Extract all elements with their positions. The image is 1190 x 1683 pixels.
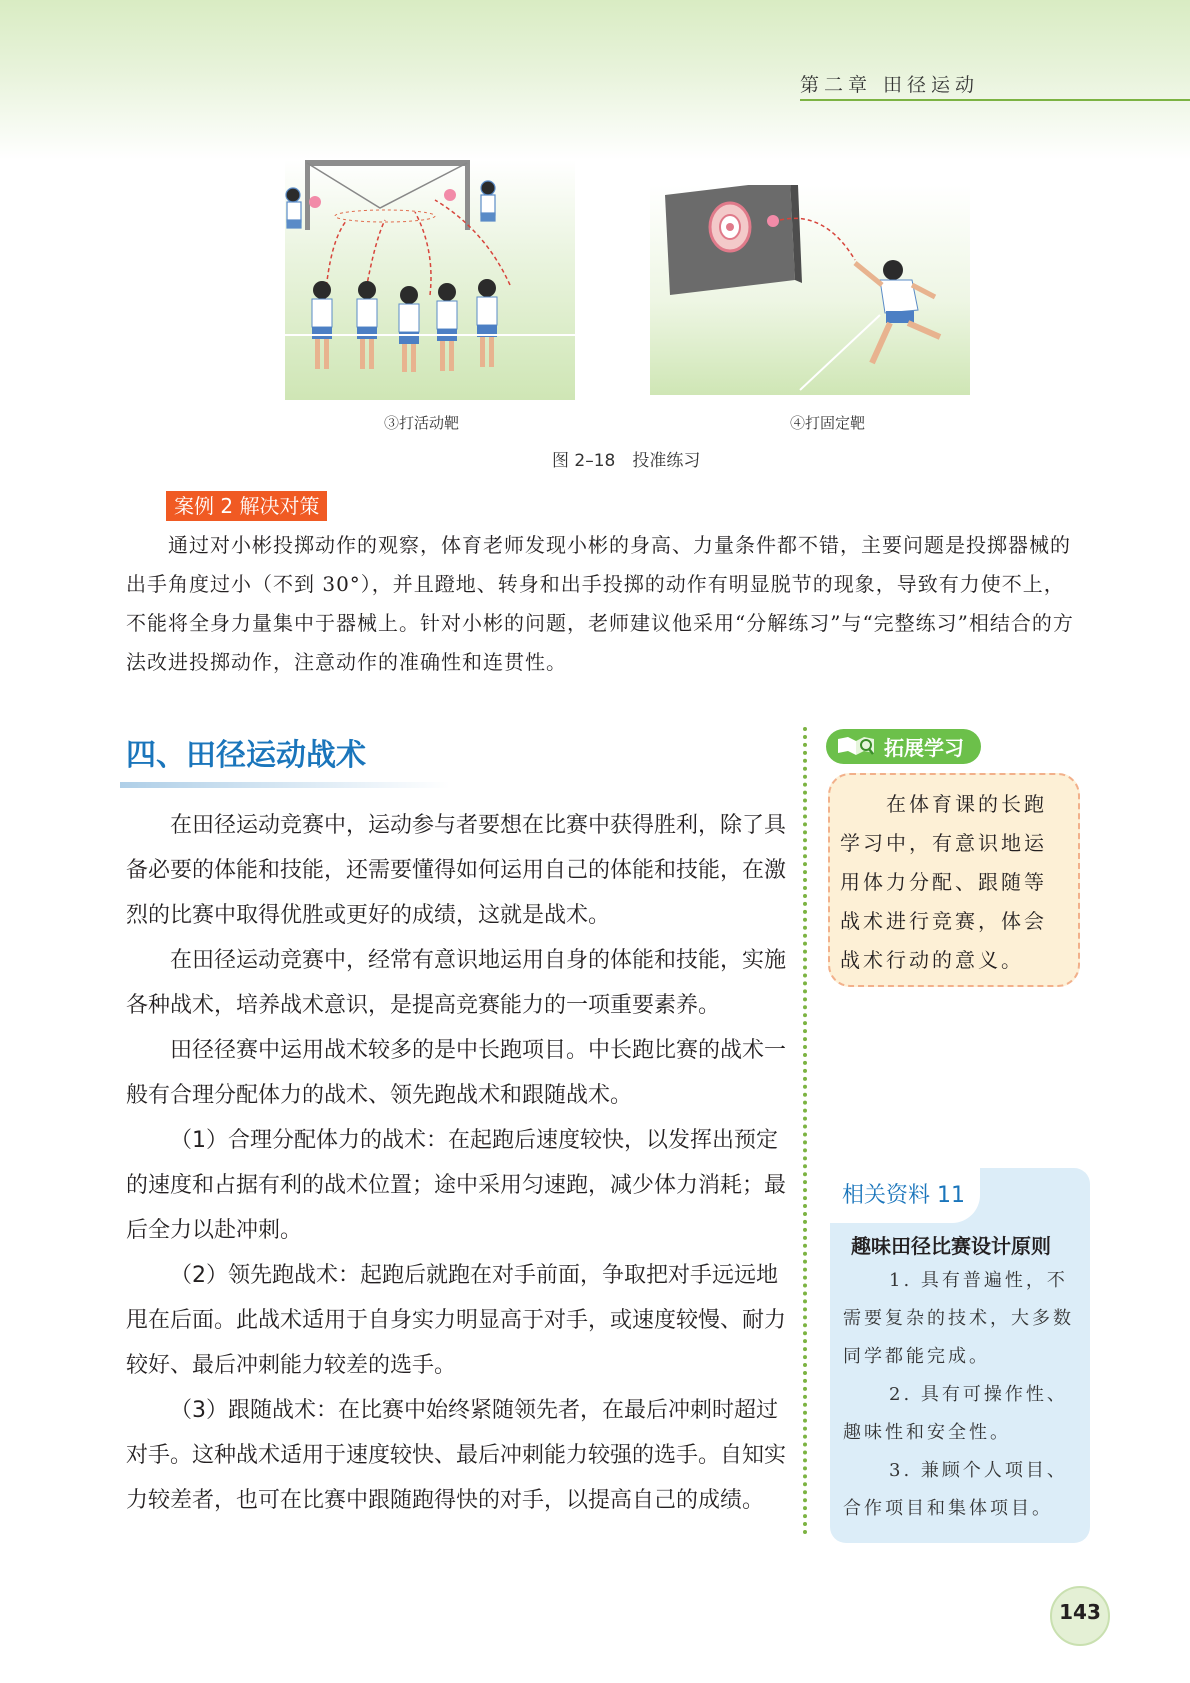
page-number: 143 <box>1059 1600 1101 1624</box>
dotted-divider <box>803 727 807 1535</box>
expand-learning-label: 拓展学习 <box>884 736 964 760</box>
paragraph: （3）跟随战术：在比赛中始终紧随领先者，在最后冲刺时超过对手。这种战术适用于速度较快、最后冲刺能力较强的选手。自知实力较差者，也可在比赛中跟随跑得快的对手，以提高自己的成绩。 <box>126 1398 787 1513</box>
caption-moving-target: ③打活动靶 <box>384 414 460 432</box>
list-item: 3. 兼顾个人项目、合作项目和集体项目。 <box>843 1460 1068 1519</box>
section-underline <box>120 782 450 788</box>
section-body <box>126 803 786 1523</box>
related-material-list <box>843 1262 1079 1528</box>
moving-target-drawing <box>285 160 575 400</box>
list-item: 1. 具有普遍性，不需要复杂的技术，大多数同学都能完成。 <box>843 1270 1074 1367</box>
header-rule <box>800 99 1190 101</box>
expand-learning-header <box>826 729 981 764</box>
illustration-fixed-target <box>650 185 970 395</box>
case-paragraph <box>126 526 1076 682</box>
chapter-title: 第二章 田径运动 <box>800 74 980 96</box>
related-material-title: 相关资料 11 <box>842 1183 965 1208</box>
paragraph: （2）领先跑战术：起跑后就跑在对手前面，争取把对手远远地甩在后面。此战术适用于自身实力明显高于对手，或速度较慢、耐力较好、最后冲刺能力较差的选手。 <box>126 1263 787 1378</box>
case-label: 案例 2 解决对策 <box>166 491 327 521</box>
paragraph: 在田径运动竞赛中，运动参与者要想在比赛中获得胜利，除了具备必要的体能和技能，还需要懂得如何运用自己的体能和技能，在激烈的比赛中取得优胜或更好的成绩，这就是战术。 <box>126 813 787 928</box>
related-material-subtitle: 趣味田径比赛设计原则 <box>851 1234 1051 1258</box>
case-paragraph-text: 通过对小彬投掷动作的观察，体育老师发现小彬的身高、力量条件都不错，主要问题是投掷器械的出手角度过小（不到 30°），并且蹬地、转身和出手投掷的动作有明显脱节的现象，导致有力使不上，不能将全身力量集中于器械上。针对小彬的问题，老师建议他采用“分解练习”与“完整练习”相结合的方法改进投掷动作，注意动作的准确性和连贯性。 <box>126 533 1074 674</box>
book-magnifier-icon <box>836 733 878 759</box>
caption-fixed-target: ④打固定靶 <box>790 414 866 432</box>
paragraph: （1）合理分配体力的战术：在起跑后速度较快，以发挥出预定的速度和占据有利的战术位置；途中采用匀速跑，减少体力消耗；最后全力以赴冲刺。 <box>126 1128 787 1243</box>
header-band <box>0 0 1190 160</box>
illustration-moving-target <box>285 160 575 400</box>
fixed-target-drawing <box>650 185 970 395</box>
list-item: 2. 具有可操作性、趣味性和安全性。 <box>843 1384 1068 1443</box>
figure-caption: 图 2–18 投准练习 <box>552 451 701 471</box>
paragraph: 在田径运动竞赛中，经常有意识地运用自身的体能和技能，实施各种战术，培养战术意识，是提高竞赛能力的一项重要素养。 <box>126 948 787 1018</box>
section-title: 四、田径运动战术 <box>126 738 366 773</box>
expand-learning-text <box>840 785 1068 980</box>
paragraph: 田径径赛中运用战术较多的是中长跑项目。中长跑比赛的战术一般有合理分配体力的战术、领先跑战术和跟随战术。 <box>126 1038 787 1108</box>
expand-learning-content: 在体育课的长跑学习中，有意识地运用体力分配、跟随等战术进行竞赛，体会战术行动的意义。 <box>840 792 1047 972</box>
